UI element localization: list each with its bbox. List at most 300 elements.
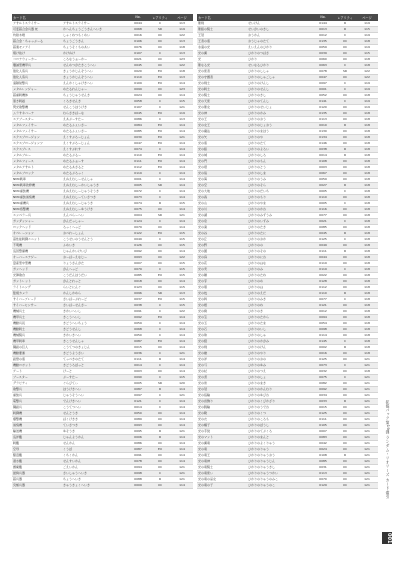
- header-no: No.: [127, 14, 149, 21]
- card-no-cell: 0141: [312, 98, 334, 104]
- card-page-cell: 118: [356, 212, 378, 218]
- card-rarity-cell: UC: [334, 392, 356, 398]
- card-page-cell: 121: [356, 392, 378, 398]
- card-kana-cell: ひかりのまほう: [247, 128, 312, 134]
- card-rarity-cell: UC: [149, 482, 171, 488]
- card-rarity-cell: UC: [334, 140, 356, 146]
- card-rarity-cell: EU: [149, 74, 171, 80]
- card-rarity-cell: UC: [334, 134, 356, 140]
- table-body-left: [12, 21, 193, 489]
- card-kana-cell: ひかりのぼうし: [247, 422, 312, 428]
- card-rarity-cell: C: [334, 62, 356, 68]
- card-page-cell: 122: [171, 308, 193, 314]
- card-name-cell: 機動要塞: [12, 350, 62, 356]
- card-no-cell: 0059: [312, 176, 334, 182]
- card-kana-cell: ひかりのかわ: [247, 206, 312, 212]
- card-page-cell: 114: [171, 224, 193, 230]
- card-no-cell: 0111: [127, 356, 149, 362]
- card-name-cell: 潜水艦: [12, 458, 62, 464]
- card-rarity-cell: UC: [334, 470, 356, 476]
- card-name-cell: 光の矢: [197, 134, 247, 140]
- card-name-cell: 光の鎧: [197, 146, 247, 152]
- card-name-cell: ガントレット: [12, 278, 62, 284]
- card-no-cell: 0044: [127, 21, 149, 27]
- card-no-cell: 0012: [312, 32, 334, 38]
- card-no-cell: 0129: [312, 482, 334, 488]
- card-kana-cell: ひかりのたま: [247, 320, 312, 326]
- card-kana-cell: きかいきへい: [62, 332, 127, 338]
- card-page-cell: 118: [356, 194, 378, 200]
- card-name-cell: ゲート: [12, 368, 62, 374]
- header-rarity: レアリティ: [149, 14, 171, 21]
- card-name-cell: 光の野: [197, 242, 247, 248]
- card-page-cell: 121: [356, 476, 378, 482]
- card-no-cell: 0092: [127, 314, 149, 320]
- card-no-cell: 0020: [127, 68, 149, 74]
- card-name-cell: コロナウォーカー: [12, 56, 62, 62]
- card-kana-cell: えあぶーすたー: [62, 116, 127, 122]
- card-name-cell: 王者の盾: [197, 38, 247, 44]
- card-rarity-cell: UC: [334, 446, 356, 452]
- card-kana-cell: りょうさんがた: [62, 260, 127, 266]
- card-rarity-cell: C: [149, 350, 171, 356]
- card-rarity-cell: R: [149, 434, 171, 440]
- card-name-cell: 光の谷: [197, 230, 247, 236]
- card-name-cell: 聖剣: [197, 21, 247, 27]
- card-name-cell: アサルトスライサー: [12, 21, 62, 27]
- card-name-cell: 光の種: [197, 272, 247, 278]
- card-page-cell: 118: [356, 350, 378, 356]
- card-page-cell: 118: [356, 38, 378, 44]
- card-page-cell: 121: [356, 398, 378, 404]
- card-page-cell: 118: [356, 110, 378, 116]
- card-name-cell: 光の竜騎士: [197, 464, 247, 470]
- card-name-cell: 機動ロボット: [12, 362, 62, 368]
- card-page-cell: 121: [171, 464, 193, 470]
- card-kana-cell: ひかりのはな: [247, 260, 312, 266]
- card-rarity-cell: UC: [334, 128, 356, 134]
- card-no-cell: 0086: [127, 440, 149, 446]
- card-name-cell: ガンヘッド: [12, 266, 62, 272]
- card-rarity-cell: R: [149, 428, 171, 434]
- card-kana-cell: ひかりのりゅうのこ: [247, 482, 312, 488]
- card-page-cell: 122: [356, 74, 378, 80]
- card-page-cell: 114: [171, 128, 193, 134]
- card-page-cell: 121: [171, 350, 193, 356]
- card-kana-cell: えぬえむしーゆうげき: [62, 206, 127, 212]
- card-rarity-cell: EU: [149, 272, 171, 278]
- card-kana-cell: せんこうほうげき: [62, 104, 127, 110]
- card-name-cell: 砲撃兵: [12, 386, 62, 392]
- card-rarity-cell: UC: [334, 482, 356, 488]
- card-no-cell: 0038: [127, 302, 149, 308]
- card-name-cell: 機動戦士: [12, 326, 62, 332]
- card-no-cell: 0113: [312, 470, 334, 476]
- card-page-cell: 115: [171, 98, 193, 104]
- table-header: [197, 14, 378, 21]
- card-name-cell: 光の大地: [197, 188, 247, 194]
- card-name-cell: 戦闘機: [12, 410, 62, 416]
- card-rarity-cell: C: [149, 398, 171, 404]
- card-name-cell: 光の森: [197, 194, 247, 200]
- card-no-cell: 0088: [127, 476, 149, 482]
- card-rarity-cell: C: [149, 332, 171, 338]
- card-name-cell: グラビティ: [12, 380, 62, 386]
- card-kana-cell: ひかりのせんし: [247, 86, 312, 92]
- card-rarity-cell: C: [334, 236, 356, 242]
- card-name-cell: 光の幹: [197, 296, 247, 302]
- card-name-cell: 巡洋艦: [12, 434, 62, 440]
- card-no-cell: 0092: [312, 386, 334, 392]
- card-kana-cell: ひかりのき: [247, 308, 312, 314]
- card-rarity-cell: EU: [149, 134, 171, 140]
- card-rarity-cell: SR: [149, 290, 171, 296]
- card-no-cell: 0016: [127, 32, 149, 38]
- card-name-cell: 光の魔法: [197, 128, 247, 134]
- card-rarity-cell: UC: [149, 440, 171, 446]
- card-kana-cell: ひかりのころも: [247, 416, 312, 422]
- card-no-cell: 0045: [312, 230, 334, 236]
- card-name-cell: 光の実: [197, 266, 247, 272]
- card-rarity-cell: UC: [149, 368, 171, 374]
- card-page-cell: 119: [356, 86, 378, 92]
- card-page-cell: 121: [171, 476, 193, 482]
- card-name-cell: 光の神: [197, 110, 247, 116]
- card-page-cell: 115: [171, 260, 193, 266]
- card-name-cell: 光の門: [197, 158, 247, 164]
- card-no-cell: 0119: [312, 260, 334, 266]
- card-page-cell: 113: [171, 21, 193, 27]
- card-kana-cell: きどうせんし: [62, 326, 127, 332]
- card-no-cell: 0087: [127, 386, 149, 392]
- card-rarity-cell: C: [149, 362, 171, 368]
- table-row: [197, 482, 378, 488]
- card-rarity-cell: EU: [149, 80, 171, 86]
- card-rarity-cell: EU: [149, 128, 171, 134]
- card-name-cell: エンペラー兵: [12, 212, 62, 218]
- card-page-cell: 118: [356, 332, 378, 338]
- card-no-cell: 0082: [312, 380, 334, 386]
- card-rarity-cell: C: [149, 266, 171, 272]
- card-no-cell: 0021: [312, 218, 334, 224]
- card-kana-cell: せいなるひかり: [247, 62, 312, 68]
- card-no-cell: 0144: [312, 21, 334, 27]
- card-kana-cell: ひかり: [247, 56, 312, 62]
- card-name-cell: 電撃兵: [12, 398, 62, 404]
- card-rarity-cell: C: [334, 374, 356, 380]
- card-name-cell: 光の竜: [197, 446, 247, 452]
- card-kana-cell: ひかりのえだ: [247, 290, 312, 296]
- card-page-cell: 113: [171, 74, 193, 80]
- card-page-cell: 118: [356, 206, 378, 212]
- card-name-cell: 光の使者: [197, 68, 247, 74]
- card-name-cell: 光の島: [197, 170, 247, 176]
- card-rarity-cell: UC: [334, 458, 356, 464]
- card-kana-cell: ひかりのりゅうきし: [247, 464, 312, 470]
- card-rarity-cell: SR: [334, 68, 356, 74]
- card-rarity-cell: UC: [149, 38, 171, 44]
- card-no-cell: 0054: [312, 320, 334, 326]
- card-name-cell: 光の川: [197, 206, 247, 212]
- card-no-cell: 0033: [312, 398, 334, 404]
- card-no-cell: 0073: [127, 194, 149, 200]
- left-column: [12, 14, 193, 544]
- card-name-cell: 光の斧: [197, 356, 247, 362]
- card-name-cell: 光の盾: [197, 140, 247, 146]
- card-name-cell: 光の海: [197, 176, 247, 182]
- card-name-cell: 光の根: [197, 302, 247, 308]
- card-rarity-cell: EU: [149, 446, 171, 452]
- card-page-cell: 114: [171, 386, 193, 392]
- card-page-cell: 118: [356, 56, 378, 62]
- card-name-cell: 光の空: [197, 182, 247, 188]
- card-name-cell: 光の帽子: [197, 422, 247, 428]
- card-page-cell: 121: [356, 386, 378, 392]
- card-rarity-cell: UC: [334, 224, 356, 230]
- card-no-cell: 0099: [127, 86, 149, 92]
- card-no-cell: 0110: [312, 290, 334, 296]
- card-rarity-cell: R: [334, 452, 356, 458]
- card-rarity-cell: UC: [334, 110, 356, 116]
- card-no-cell: 0114: [312, 332, 334, 338]
- card-rarity-cell: C: [149, 326, 171, 332]
- card-no-cell: 0107: [127, 104, 149, 110]
- card-kana-cell: ひかりのりゅうのみこ: [247, 476, 312, 482]
- card-rarity-cell: C: [334, 80, 356, 86]
- card-page-cell: 114: [171, 368, 193, 374]
- card-name-cell: 光の腕輪: [197, 404, 247, 410]
- card-name-cell: 鋼鉄の巨人: [12, 344, 62, 350]
- card-name-cell: NMC重装偵察機: [12, 194, 62, 200]
- card-page-cell: 119: [356, 104, 378, 110]
- card-name-cell: 光の杖: [197, 368, 247, 374]
- card-table-left: [12, 14, 193, 489]
- card-name-cell: 光の玉: [197, 320, 247, 326]
- card-page-cell: 114: [171, 332, 193, 338]
- card-kana-cell: ひかりのてんし: [247, 98, 312, 104]
- card-kana-cell: ひかりのりゅうつかい: [247, 470, 312, 476]
- card-no-cell: 0113: [312, 116, 334, 122]
- card-kana-cell: くろきせんき: [62, 98, 127, 104]
- card-kana-cell: ちょうじゅうせんき: [62, 92, 127, 98]
- card-rarity-cell: UC: [149, 464, 171, 470]
- card-page-cell: 121: [356, 446, 378, 452]
- card-page-cell: 120: [171, 380, 193, 386]
- card-name-cell: 光の女王: [197, 122, 247, 128]
- card-name-cell: 量産型中型機: [12, 260, 62, 266]
- card-no-cell: 0015: [312, 404, 334, 410]
- card-kana-cell: えぬえむしーていさつき: [62, 194, 127, 200]
- card-no-cell: 0079: [127, 266, 149, 272]
- card-rarity-cell: UC: [149, 278, 171, 284]
- card-no-cell: 0095: [127, 428, 149, 434]
- card-rarity-cell: R: [334, 344, 356, 350]
- card-rarity-cell: UC: [334, 368, 356, 374]
- card-no-cell: 0094: [312, 314, 334, 320]
- card-no-cell: 0078: [312, 68, 334, 74]
- card-no-cell: 0038: [312, 146, 334, 152]
- card-no-cell: 0045: [127, 62, 149, 68]
- card-kana-cell: ひかりのたき: [247, 224, 312, 230]
- card-page-cell: 118: [356, 200, 378, 206]
- card-no-cell: 0004: [127, 212, 149, 218]
- table-body-right: [197, 21, 378, 489]
- card-no-cell: 0073: [312, 362, 334, 368]
- card-kana-cell: ひかりのにわ: [247, 254, 312, 260]
- card-rarity-cell: UC: [334, 434, 356, 440]
- card-kana-cell: めたるふぉーす: [62, 158, 127, 164]
- card-page-cell: 118: [356, 230, 378, 236]
- card-rarity-cell: UC: [334, 116, 356, 122]
- card-rarity-cell: UC: [334, 38, 356, 44]
- card-name-cell: メタルレンジャー: [12, 86, 62, 92]
- card-kana-cell: ひかりのおう: [247, 116, 312, 122]
- card-kana-cell: ひかりのゆびわ: [247, 392, 312, 398]
- card-kana-cell: おうじゃのたて: [247, 38, 312, 44]
- card-page-cell: 114: [171, 92, 193, 98]
- card-name-cell: 超合金・ちゃっぷーる: [12, 38, 62, 44]
- card-name-cell: メタルブルー: [12, 152, 62, 158]
- card-name-cell: 聖なる光: [197, 62, 247, 68]
- card-kana-cell: ひかりのおの: [247, 356, 312, 362]
- card-name-cell: 光の王: [197, 116, 247, 122]
- card-page-cell: 119: [171, 110, 193, 116]
- card-rarity-cell: UC: [334, 356, 356, 362]
- card-page-cell: 115: [171, 296, 193, 302]
- card-name-cell: ライトニング: [12, 284, 62, 290]
- card-kana-cell: めたるれんじゃー: [62, 86, 127, 92]
- card-page-cell: 121: [356, 374, 378, 380]
- card-rarity-cell: C: [149, 21, 171, 27]
- card-no-cell: 0105: [312, 422, 334, 428]
- card-kana-cell: ふめいき: [62, 242, 127, 248]
- card-no-cell: 0068: [127, 26, 149, 32]
- card-page-cell: 121: [171, 392, 193, 398]
- card-no-cell: 0060: [312, 56, 334, 62]
- card-no-cell: 0018: [127, 278, 149, 284]
- card-no-cell: 0068: [127, 326, 149, 332]
- card-kana-cell: ひかりのけん: [247, 344, 312, 350]
- card-rarity-cell: C: [334, 98, 356, 104]
- card-page-cell: 114: [171, 80, 193, 86]
- card-rarity-cell: UC: [149, 254, 171, 260]
- card-rarity-cell: C: [149, 308, 171, 314]
- card-name-cell: 機械騎兵: [12, 332, 62, 338]
- card-kana-cell: ひかりのしろ: [247, 152, 312, 158]
- card-page-cell: 122: [356, 68, 378, 74]
- card-rarity-cell: R: [149, 386, 171, 392]
- card-name-cell: メタルフォース: [12, 158, 62, 164]
- card-name-cell: 重装兵: [12, 392, 62, 398]
- card-kana-cell: ひかりのまんと: [247, 434, 312, 440]
- card-rarity-cell: UC: [334, 464, 356, 470]
- card-kana-cell: アサルトスライサー: [62, 21, 127, 27]
- card-page-cell: 121: [171, 428, 193, 434]
- card-no-cell: 0045: [127, 110, 149, 116]
- card-page-cell: 118: [356, 62, 378, 68]
- card-kana-cell: くうぼ: [62, 446, 127, 452]
- card-name-cell: 光の庭: [197, 254, 247, 260]
- card-name-cell: 可変超合金兵器 蛇: [12, 26, 62, 32]
- card-rarity-cell: C: [149, 170, 171, 176]
- card-no-cell: 0024: [127, 92, 149, 98]
- card-name-cell: 光の樹: [197, 308, 247, 314]
- card-name-cell: 光の翼: [197, 50, 247, 56]
- card-kana-cell: しゃくねつもくめい: [62, 32, 127, 38]
- card-no-cell: 0049: [127, 236, 149, 242]
- card-name-cell: 光の指輪: [197, 392, 247, 398]
- right-column: [197, 14, 378, 544]
- card-name-cell: 光の珠: [197, 332, 247, 338]
- card-page-cell: 114: [171, 164, 193, 170]
- card-page-cell: 118: [356, 326, 378, 332]
- card-kana-cell: ひかりのうでわ: [247, 404, 312, 410]
- card-rarity-cell: UC: [149, 92, 171, 98]
- card-page-cell: 118: [356, 188, 378, 194]
- card-name-cell: 灼熱木鳴: [12, 32, 62, 38]
- card-page-cell: 121: [356, 440, 378, 446]
- card-rarity-cell: UC: [149, 344, 171, 350]
- card-page-cell: 114: [171, 146, 193, 152]
- card-page-cell: 114: [171, 140, 193, 146]
- card-no-cell: 0005: [312, 200, 334, 206]
- card-page-cell: 118: [356, 266, 378, 272]
- card-rarity-cell: UC: [334, 92, 356, 98]
- card-name-cell: 遠隔射撃兵: [12, 80, 62, 86]
- card-kana-cell: おぺれーしょん: [62, 230, 127, 236]
- card-no-cell: 0047: [127, 140, 149, 146]
- card-rarity-cell: UC: [334, 176, 356, 182]
- card-name-cell: 翔け抜け: [12, 50, 62, 56]
- card-rarity-cell: UC: [334, 212, 356, 218]
- card-no-cell: 0050: [127, 332, 149, 338]
- card-rarity-cell: C: [334, 338, 356, 344]
- card-rarity-cell: R: [149, 476, 171, 482]
- card-name-cell: ムラサキバーナ: [12, 110, 62, 116]
- card-page-cell: 114: [171, 422, 193, 428]
- card-no-cell: 0059: [127, 320, 149, 326]
- card-rarity-cell: UC: [334, 272, 356, 278]
- card-rarity-cell: UC: [334, 278, 356, 284]
- card-name-cell: 鋼鉄兵: [12, 404, 62, 410]
- card-no-cell: 0039: [312, 50, 334, 56]
- card-page-cell: 118: [356, 92, 378, 98]
- card-no-cell: 0076: [127, 44, 149, 50]
- card-rarity-cell: UC: [334, 320, 356, 326]
- card-page-cell: 118: [356, 260, 378, 266]
- card-no-cell: 0085: [127, 128, 149, 134]
- card-no-cell: 0097: [127, 392, 149, 398]
- card-name-cell: 光の鏡: [197, 338, 247, 344]
- card-rarity-cell: UC: [149, 452, 171, 458]
- card-no-cell: 0072: [127, 188, 149, 194]
- card-kana-cell: せんとうき: [62, 410, 127, 416]
- card-no-cell: 0116: [312, 206, 334, 212]
- card-page-cell: 119: [356, 32, 378, 38]
- card-page-cell: 118: [356, 176, 378, 182]
- card-page-cell: 114: [171, 410, 193, 416]
- card-no-cell: 0098: [127, 470, 149, 476]
- card-rarity-cell: UC: [334, 50, 356, 56]
- card-no-cell: 0121: [312, 302, 334, 308]
- card-kana-cell: ひかりのたに: [247, 230, 312, 236]
- card-kana-cell: じゅんようかん: [62, 434, 127, 440]
- card-rarity-cell: R: [334, 398, 356, 404]
- card-name-cell: 光の弓: [197, 362, 247, 368]
- card-page-cell: 118: [356, 116, 378, 122]
- card-no-cell: 0007: [127, 260, 149, 266]
- card-rarity-cell: C: [334, 188, 356, 194]
